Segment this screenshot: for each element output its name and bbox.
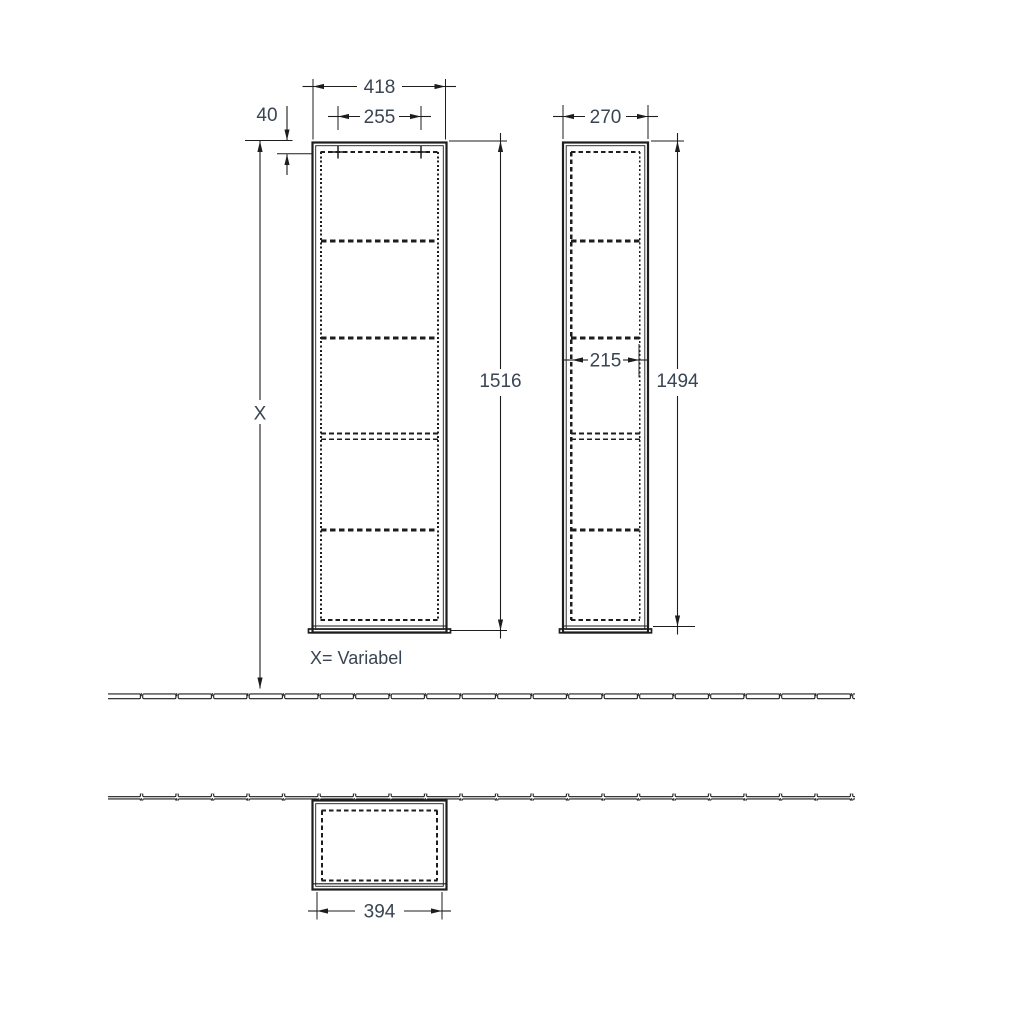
dim-front-mounting-width xyxy=(328,106,431,130)
floor-line-lower xyxy=(108,794,855,801)
front-view-inner-frame xyxy=(316,146,444,630)
dim-plan-width xyxy=(308,892,451,923)
dim-label-215: 215 xyxy=(589,350,622,372)
side-view-outline xyxy=(563,143,648,633)
dim-label-1516: 1516 xyxy=(479,371,522,392)
side-view xyxy=(560,143,652,633)
mounting-cross-right xyxy=(415,146,428,159)
front-bottom-band xyxy=(309,629,451,633)
dim-label-1494: 1494 xyxy=(656,371,699,392)
front-view xyxy=(309,143,451,633)
dim-side-height xyxy=(651,133,699,635)
dim-label-394: 394 xyxy=(363,901,396,923)
dim-label-418: 418 xyxy=(363,77,396,98)
side-bottom-band xyxy=(560,629,652,633)
dim-side-inner-depth xyxy=(564,344,647,378)
front-view-outline xyxy=(313,143,447,633)
dim-label-270: 270 xyxy=(589,107,622,128)
floor-line-upper xyxy=(108,693,855,700)
side-view-inner-frame xyxy=(566,146,645,630)
dim-front-height xyxy=(449,133,522,639)
dim-label-255: 255 xyxy=(363,107,396,128)
dim-label-x: X xyxy=(253,403,267,425)
dim-side-depth xyxy=(553,105,658,139)
dim-front-top-offset xyxy=(245,105,313,175)
dim-variable-height xyxy=(254,141,267,689)
plan-view-outline xyxy=(313,801,447,890)
plan-view xyxy=(313,801,447,890)
dim-label-40: 40 xyxy=(256,105,278,126)
mounting-cross-left xyxy=(332,146,345,159)
variable-note: X= Variabel xyxy=(310,648,403,668)
plan-view-inner-frame xyxy=(316,804,444,887)
